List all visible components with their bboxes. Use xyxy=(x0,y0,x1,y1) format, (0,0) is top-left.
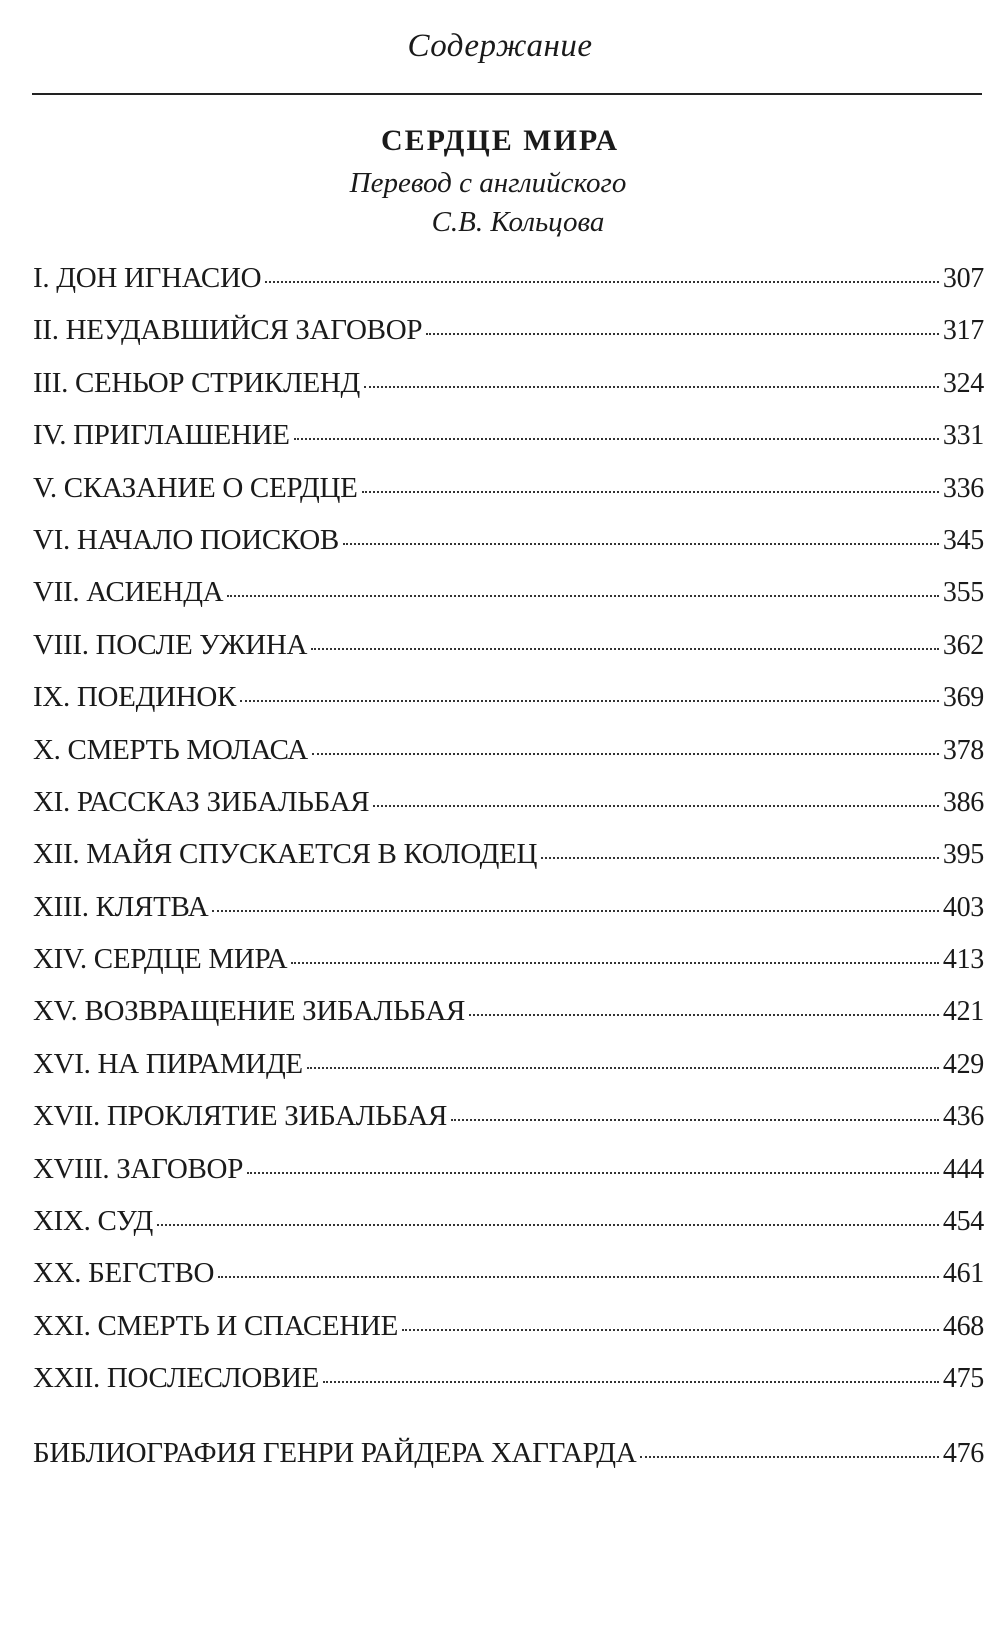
dot-leader xyxy=(364,386,939,388)
dot-leader xyxy=(218,1276,939,1278)
dot-leader xyxy=(323,1381,939,1383)
toc-entry-page: 476 xyxy=(942,1437,984,1469)
toc-entry-bibliography[interactable] xyxy=(33,1437,984,1489)
toc-entry-title: VIII. ПОСЛЕ УЖИНА xyxy=(33,628,308,661)
dot-leader xyxy=(247,1172,939,1174)
toc-entry-page: 362 xyxy=(942,629,984,661)
toc-entry-page: 345 xyxy=(942,524,984,556)
dot-leader xyxy=(240,700,939,702)
dot-leader xyxy=(312,753,939,755)
toc-entry[interactable] xyxy=(33,1048,984,1100)
toc-entry-title: XXII. ПОСЛЕСЛОВИЕ xyxy=(33,1362,320,1395)
toc-entry-title: I. ДОН ИГНАСИО xyxy=(33,262,262,294)
dot-leader xyxy=(469,1014,939,1016)
toc-entry-page: 403 xyxy=(942,891,984,923)
dot-leader xyxy=(265,281,939,283)
dot-leader xyxy=(311,648,939,650)
dot-leader xyxy=(402,1329,939,1331)
dot-leader xyxy=(541,857,939,859)
dot-leader xyxy=(157,1224,939,1226)
toc-entry[interactable] xyxy=(33,891,984,943)
toc-entry-page: 317 xyxy=(942,315,984,347)
toc-entry-title: II. НЕУДАВШИЙСЯ ЗАГОВОР xyxy=(33,314,423,347)
toc-entry[interactable] xyxy=(33,367,984,419)
toc-entry-page: 369 xyxy=(942,682,984,714)
dot-leader xyxy=(362,491,939,493)
toc-entry-title: IV. ПРИГЛАШЕНИЕ xyxy=(33,419,290,452)
toc-entry[interactable] xyxy=(33,576,984,628)
toc-entry-title: XXI. СМЕРТЬ И СПАСЕНИЕ xyxy=(33,1309,399,1342)
toc-entry-title: XII. МАЙЯ СПУСКАЕТСЯ В КОЛОДЕЦ xyxy=(33,838,538,871)
toc-entry[interactable] xyxy=(33,1153,984,1205)
toc-entry[interactable] xyxy=(33,314,984,366)
toc-entry[interactable] xyxy=(33,838,984,890)
toc-entry-page: 475 xyxy=(942,1363,984,1395)
toc-entry[interactable] xyxy=(33,419,984,471)
toc-entry[interactable] xyxy=(33,681,984,733)
header-rule xyxy=(32,93,982,95)
toc-entry-page: 429 xyxy=(942,1048,984,1080)
toc-entry-title: V. СКАЗАНИЕ О СЕРДЦЕ xyxy=(33,471,358,504)
toc-entry-page: 413 xyxy=(942,944,984,976)
toc-entry-title: XV. ВОЗВРАЩЕНИЕ ЗИБАЛЬБАЯ xyxy=(33,995,466,1028)
toc-entry-page: 386 xyxy=(942,786,984,818)
toc-entry-title: X. СМЕРТЬ МОЛАСА xyxy=(33,733,308,766)
toc-entry-page: 355 xyxy=(942,577,984,609)
toc-entry-page: 421 xyxy=(942,996,984,1028)
toc-entry-page: 436 xyxy=(942,1101,984,1133)
toc-entry-page: 324 xyxy=(942,367,984,399)
toc-entry-title: XIX. СУД xyxy=(33,1205,153,1238)
toc-entry-title: XX. БЕГСТВО xyxy=(33,1257,215,1290)
toc-entry-page: 336 xyxy=(942,472,984,504)
toc-entry[interactable] xyxy=(33,1100,984,1152)
toc-entry[interactable] xyxy=(33,1310,984,1362)
running-head: Содержание xyxy=(407,28,593,64)
toc-entry-page: 461 xyxy=(942,1258,984,1290)
toc-entry[interactable] xyxy=(33,734,984,786)
table-of-contents xyxy=(33,262,984,1489)
toc-entry-title: XIII. КЛЯТВА xyxy=(33,890,209,923)
translator-name: С.В. Кольцова xyxy=(431,206,605,238)
dot-leader xyxy=(227,595,939,597)
toc-entry-page: 331 xyxy=(942,420,984,452)
toc-entry[interactable] xyxy=(33,1362,984,1414)
toc-entry-title: XIV. СЕРДЦЕ МИРА xyxy=(33,943,288,976)
toc-entry-title: VI. НАЧАЛО ПОИСКОВ xyxy=(33,523,339,556)
toc-entry-title: IX. ПОЕДИНОК xyxy=(33,681,237,714)
toc-entry[interactable] xyxy=(33,1205,984,1257)
toc-entry[interactable] xyxy=(33,786,984,838)
toc-entry-title: XVI. НА ПИРАМИДЕ xyxy=(33,1047,303,1080)
toc-entry-page: 378 xyxy=(942,734,984,766)
toc-entry[interactable] xyxy=(33,472,984,524)
dot-leader xyxy=(426,333,939,335)
toc-entry-page: 444 xyxy=(942,1153,984,1185)
toc-entry-page: 395 xyxy=(942,839,984,871)
dot-leader xyxy=(294,438,939,440)
dot-leader xyxy=(343,543,939,545)
toc-entry-page: 307 xyxy=(942,263,984,294)
toc-entry-title: XI. РАССКАЗ ЗИБАЛЬБАЯ xyxy=(33,785,370,818)
dot-leader xyxy=(451,1119,939,1121)
book-title: СЕРДЦЕ МИРА xyxy=(380,124,620,157)
toc-entry-page: 468 xyxy=(942,1310,984,1342)
translation-note: Перевод с английского xyxy=(349,167,627,199)
toc-entry[interactable] xyxy=(33,1257,984,1309)
toc-entry[interactable] xyxy=(33,262,984,314)
toc-entry-title: XVIII. ЗАГОВОР xyxy=(33,1152,244,1185)
dot-leader xyxy=(212,910,939,912)
toc-entry-page: 454 xyxy=(942,1206,984,1238)
toc-entry-title: III. СЕНЬОР СТРИКЛЕНД xyxy=(33,366,361,399)
toc-entry-title: БИБЛИОГРАФИЯ ГЕНРИ РАЙДЕРА ХАГГАРДА xyxy=(33,1436,637,1469)
dot-leader xyxy=(640,1456,939,1458)
dot-leader xyxy=(307,1067,939,1069)
toc-entry-title: XVII. ПРОКЛЯТИЕ ЗИБАЛЬБАЯ xyxy=(33,1100,448,1133)
toc-entry[interactable] xyxy=(33,943,984,995)
dot-leader xyxy=(291,962,939,964)
toc-entry-title: VII. АСИЕНДА xyxy=(33,576,224,609)
dot-leader xyxy=(373,805,939,807)
toc-entry[interactable] xyxy=(33,995,984,1047)
toc-entry[interactable] xyxy=(33,629,984,681)
toc-entry[interactable] xyxy=(33,524,984,576)
